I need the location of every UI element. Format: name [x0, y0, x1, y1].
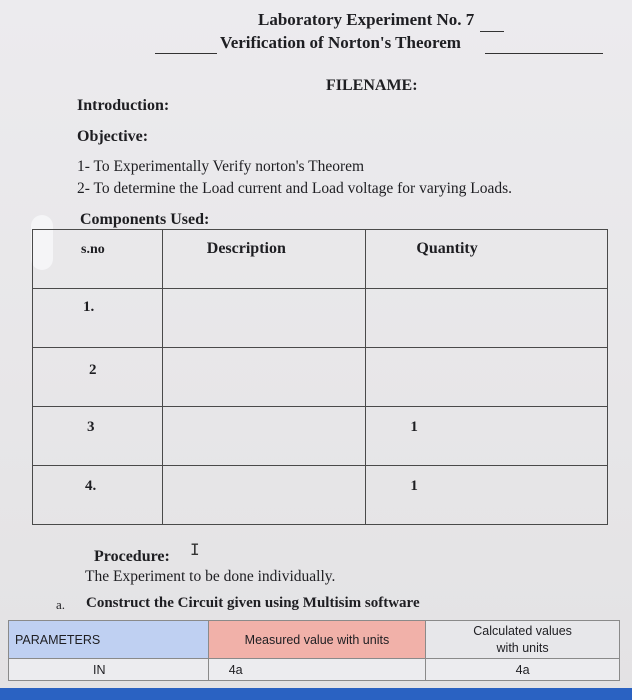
objective-item-2: 2- To determine the Load current and Load voltage for varying Loads.: [77, 180, 513, 197]
procedure-heading: Procedure:: [94, 548, 170, 565]
header-description: Description: [162, 230, 366, 289]
components-header-row: [33, 230, 608, 289]
header-measured: Measured value with units: [208, 621, 426, 659]
title-underline-right: [485, 53, 603, 54]
cell-param: IN: [9, 659, 209, 681]
header-quantity: Quantity: [366, 230, 608, 289]
objective-item-1: 1- To Experimentally Verify norton's Theorem: [77, 158, 365, 175]
filename-label: FILENAME:: [326, 77, 418, 94]
cell-description: [162, 466, 366, 525]
header-parameters: PARAMETERS: [9, 621, 209, 659]
components-table: [32, 229, 608, 525]
bottom-taskbar: [0, 688, 632, 700]
title-line-1: Laboratory Experiment No. 7: [258, 10, 475, 29]
cell-sno: 1.: [33, 289, 163, 348]
procedure-note: The Experiment to be done individually.: [85, 568, 336, 585]
cell-sno: 2: [33, 348, 163, 407]
text-cursor-icon: I: [190, 540, 200, 559]
table-row: [33, 466, 608, 525]
parameters-table: [8, 620, 620, 681]
title-line-2: Verification of Norton's Theorem: [220, 33, 461, 52]
cell-quantity: 1: [366, 407, 608, 466]
step-a-marker: a.: [56, 597, 66, 612]
step-a-text: Construct the Circuit given using Multisim software: [86, 595, 420, 611]
objective-heading: Objective:: [77, 128, 149, 145]
table-row: [9, 659, 620, 681]
cell-sno: 4.: [33, 466, 163, 525]
title-underline-blank: [480, 31, 504, 32]
cell-description: [162, 348, 366, 407]
title-underline-left: [155, 53, 217, 54]
cell-quantity: [366, 289, 608, 348]
table-row: [33, 407, 608, 466]
cell-quantity: [366, 348, 608, 407]
header-sno: s.no: [33, 230, 163, 289]
table-row: [33, 289, 608, 348]
header-calculated: Calculated values with units: [426, 621, 620, 659]
components-heading: Components Used:: [80, 211, 210, 228]
cell-description: [162, 289, 366, 348]
table-row: [33, 348, 608, 407]
cell-description: [162, 407, 366, 466]
cell-calculated: 4a: [426, 659, 620, 681]
introduction-heading: Introduction:: [77, 97, 170, 114]
cell-measured: 4a: [208, 659, 426, 681]
parameters-header-row: [9, 621, 620, 659]
cell-quantity: 1: [366, 466, 608, 525]
cell-sno: 3: [33, 407, 163, 466]
